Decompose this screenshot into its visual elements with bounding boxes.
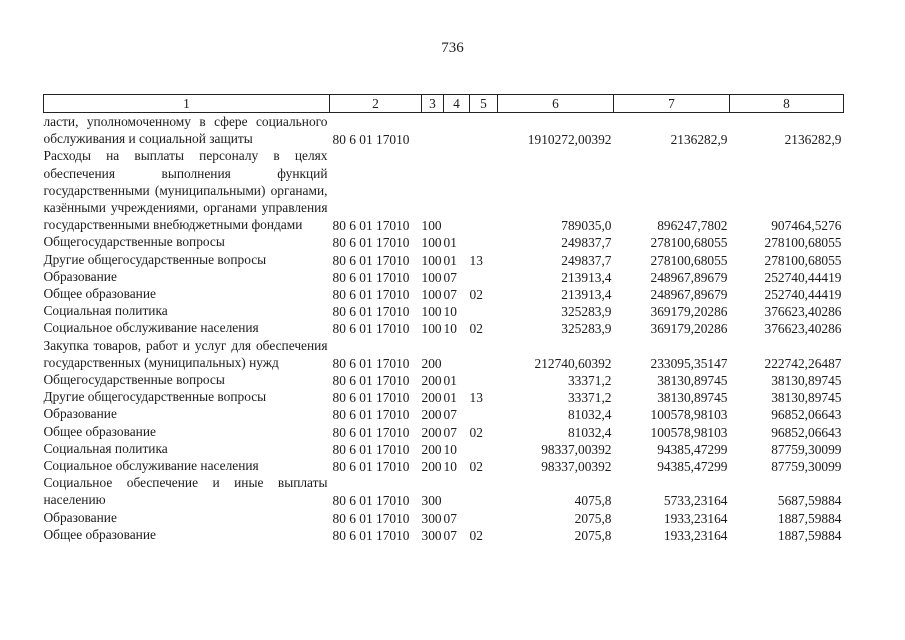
row-value-col7: 248967,89679 — [650, 286, 728, 302]
row-code: 80 6 01 17010 — [332, 390, 410, 406]
row-value-col6: 2075,8 — [574, 510, 612, 526]
row-value-col7: 94385,47299 — [657, 458, 728, 474]
row-expense-type: 100 — [421, 218, 442, 234]
column-header: 8 — [730, 95, 844, 113]
row-subsection — [470, 268, 498, 285]
row-code: 80 6 01 17010 — [332, 441, 410, 457]
table-row — [44, 423, 844, 440]
table-row — [44, 405, 844, 422]
row-subsection — [470, 147, 498, 233]
row-expense-type: 300 — [421, 510, 442, 526]
row-expense-type — [422, 113, 444, 148]
row-subsection: 02 — [469, 321, 483, 337]
table-body — [44, 113, 844, 544]
row-section: 07 — [443, 269, 457, 285]
row-subsection — [470, 440, 498, 457]
row-subsection — [470, 337, 498, 371]
column-header: 4 — [444, 95, 470, 113]
table-row — [44, 268, 844, 285]
row-value-col7: 278100,68055 — [650, 252, 728, 268]
row-value-col6: 213913,4 — [561, 269, 612, 285]
row-name: Общее образование — [43, 286, 156, 302]
row-value-col7: 38130,89745 — [657, 372, 728, 388]
table-row — [44, 457, 844, 474]
column-header: 2 — [330, 95, 422, 113]
row-subsection: 02 — [469, 458, 483, 474]
row-value-col7: 369179,20286 — [650, 304, 728, 320]
row-code: 80 6 01 17010 — [332, 132, 410, 148]
row-value-col6: 81032,4 — [567, 407, 612, 423]
row-name: Образование — [43, 406, 117, 422]
column-header: 3 — [422, 95, 444, 113]
column-header: 6 — [498, 95, 614, 113]
column-header: 5 — [470, 95, 498, 113]
row-value-col6: 213913,4 — [561, 286, 612, 302]
row-value-col7: 94385,47299 — [657, 441, 728, 457]
table-row — [44, 474, 844, 508]
row-value-col8: 87759,30099 — [771, 458, 842, 474]
row-section: 07 — [443, 510, 457, 526]
table-row — [44, 113, 844, 148]
row-code: 80 6 01 17010 — [332, 269, 410, 285]
row-value-col6: 789035,0 — [561, 218, 612, 234]
row-section: 10 — [443, 458, 457, 474]
row-value-col6: 249837,7 — [561, 252, 612, 268]
row-code: 80 6 01 17010 — [332, 321, 410, 337]
row-name: Общее образование — [43, 423, 156, 439]
row-code: 80 6 01 17010 — [332, 510, 410, 526]
row-name: Образование — [43, 509, 117, 525]
row-section: 07 — [443, 424, 457, 440]
table-row — [44, 388, 844, 405]
row-value-col6: 1910272,00392 — [527, 132, 612, 148]
row-expense-type: 200 — [421, 355, 442, 371]
row-code: 80 6 01 17010 — [332, 252, 410, 268]
row-code: 80 6 01 17010 — [332, 235, 410, 251]
row-code: 80 6 01 17010 — [332, 286, 410, 302]
row-subsection — [470, 509, 498, 526]
row-expense-type: 100 — [421, 304, 442, 320]
row-value-col7: 100578,98103 — [650, 407, 728, 423]
row-name: Социальное обслуживание населения — [43, 458, 259, 474]
table-header-row — [44, 95, 844, 113]
row-name: Образование — [43, 268, 117, 284]
row-code: 80 6 01 17010 — [332, 407, 410, 423]
row-code: 80 6 01 17010 — [332, 355, 410, 371]
table-row — [44, 233, 844, 250]
row-expense-type: 100 — [421, 235, 442, 251]
column-header: 1 — [44, 95, 330, 113]
row-name: Социальное обеспечение и иные выплаты населению — [43, 475, 328, 508]
row-value-col7: 2136282,9 — [670, 132, 728, 148]
row-expense-type: 200 — [421, 390, 442, 406]
row-value-col8: 376623,40286 — [764, 304, 842, 320]
row-value-col8: 2136282,9 — [784, 132, 842, 148]
row-value-col6: 2075,8 — [574, 527, 612, 543]
row-subsection — [470, 474, 498, 508]
row-expense-type: 100 — [421, 252, 442, 268]
row-section: 10 — [443, 321, 457, 337]
row-expense-type: 100 — [421, 269, 442, 285]
row-code: 80 6 01 17010 — [332, 304, 410, 320]
row-section: 01 — [443, 252, 457, 268]
row-value-col7: 38130,89745 — [657, 390, 728, 406]
page-number: 736 — [441, 40, 464, 56]
row-section: 10 — [443, 441, 457, 457]
row-value-col8: 252740,44419 — [764, 286, 842, 302]
row-section — [444, 113, 470, 148]
row-value-col6: 98337,00392 — [541, 441, 612, 457]
row-name: Социальная политика — [43, 303, 168, 319]
row-value-col8: 96852,06643 — [771, 407, 842, 423]
row-code: 80 6 01 17010 — [332, 424, 410, 440]
row-value-col8: 222742,26487 — [764, 355, 842, 371]
row-expense-type: 200 — [421, 372, 442, 388]
row-value-col6: 33371,2 — [567, 372, 612, 388]
row-subsection: 13 — [469, 252, 483, 268]
table-row — [44, 371, 844, 388]
row-subsection — [470, 233, 498, 250]
row-value-col7: 5733,23164 — [663, 493, 728, 509]
row-value-col8: 1887,59884 — [777, 510, 842, 526]
row-name: Закупка товаров, работ и услуг для обеспечения государственных (муниципальных) нужд — [43, 337, 328, 370]
row-value-col8: 376623,40286 — [764, 321, 842, 337]
row-subsection: 13 — [469, 390, 483, 406]
table-row — [44, 251, 844, 268]
table-row — [44, 509, 844, 526]
row-value-col7: 896247,7802 — [657, 218, 728, 234]
row-value-col8: 278100,68055 — [764, 235, 842, 251]
row-value-col8: 38130,89745 — [771, 390, 842, 406]
row-section — [444, 337, 470, 371]
row-code: 80 6 01 17010 — [332, 372, 410, 388]
row-name: Социальная политика — [43, 440, 168, 456]
row-value-col8: 252740,44419 — [764, 269, 842, 285]
row-value-col7: 278100,68055 — [650, 235, 728, 251]
row-subsection: 02 — [469, 424, 483, 440]
row-value-col7: 369179,20286 — [650, 321, 728, 337]
row-value-col8: 907464,5276 — [771, 218, 842, 234]
row-expense-type: 200 — [421, 458, 442, 474]
row-code: 80 6 01 17010 — [332, 218, 410, 234]
row-value-col6: 4075,8 — [574, 493, 612, 509]
table-row — [44, 319, 844, 336]
row-section: 07 — [443, 286, 457, 302]
budget-table — [43, 94, 844, 543]
row-name: Общегосударственные вопросы — [43, 372, 225, 388]
row-code: 80 6 01 17010 — [332, 527, 410, 543]
row-value-col6: 212740,60392 — [534, 355, 612, 371]
row-section: 01 — [443, 390, 457, 406]
row-value-col7: 1933,23164 — [663, 527, 728, 543]
row-value-col6: 325283,9 — [561, 321, 612, 337]
row-section: 07 — [443, 407, 457, 423]
row-value-col7: 248967,89679 — [650, 269, 728, 285]
table-row — [44, 285, 844, 302]
row-value-col8: 278100,68055 — [764, 252, 842, 268]
row-section — [444, 474, 470, 508]
column-header: 7 — [614, 95, 730, 113]
table-row — [44, 526, 844, 543]
row-value-col6: 33371,2 — [567, 390, 612, 406]
row-subsection: 02 — [469, 527, 483, 543]
table-row — [44, 440, 844, 457]
row-value-col6: 249837,7 — [561, 235, 612, 251]
row-section: 10 — [443, 304, 457, 320]
row-section: 01 — [443, 372, 457, 388]
row-expense-type: 100 — [421, 321, 442, 337]
row-name: Общее образование — [43, 526, 156, 542]
row-expense-type: 200 — [421, 424, 442, 440]
row-section: 01 — [443, 235, 457, 251]
row-value-col7: 233095,35147 — [650, 355, 728, 371]
row-name: Другие общегосударственные вопросы — [43, 251, 267, 267]
table-row — [44, 337, 844, 371]
row-expense-type: 300 — [421, 527, 442, 543]
row-name: Другие общегосударственные вопросы — [43, 389, 267, 405]
row-subsection — [470, 405, 498, 422]
row-name: Социальное обслуживание населения — [43, 320, 259, 336]
row-value-col8: 87759,30099 — [771, 441, 842, 457]
row-subsection — [470, 371, 498, 388]
row-name: ласти, уполномоченному в сфере социального обслуживания и социальной защиты — [43, 114, 328, 147]
row-name: Расходы на выплаты персоналу в целях обеспечения выполнения функций государственными (муниципальными) органами, казёнными учреждениями, органами управления государственными внебюджетными фондами — [43, 148, 328, 233]
row-value-col7: 100578,98103 — [650, 424, 728, 440]
row-value-col6: 325283,9 — [561, 304, 612, 320]
row-value-col8: 1887,59884 — [777, 527, 842, 543]
row-expense-type: 300 — [421, 493, 442, 509]
row-section — [444, 147, 470, 233]
row-expense-type: 200 — [421, 407, 442, 423]
table-row — [44, 302, 844, 319]
row-value-col6: 81032,4 — [567, 424, 612, 440]
row-code: 80 6 01 17010 — [332, 493, 410, 509]
row-value-col8: 38130,89745 — [771, 372, 842, 388]
table-row — [44, 147, 844, 233]
row-expense-type: 200 — [421, 441, 442, 457]
row-subsection — [470, 302, 498, 319]
row-subsection: 02 — [469, 286, 483, 302]
row-name: Общегосударственные вопросы — [43, 234, 225, 250]
row-subsection — [470, 113, 498, 148]
row-value-col7: 1933,23164 — [663, 510, 728, 526]
row-value-col8: 5687,59884 — [777, 493, 842, 509]
row-value-col8: 96852,06643 — [771, 424, 842, 440]
row-expense-type: 100 — [421, 286, 442, 302]
row-value-col6: 98337,00392 — [541, 458, 612, 474]
row-code: 80 6 01 17010 — [332, 458, 410, 474]
row-section: 07 — [443, 527, 457, 543]
